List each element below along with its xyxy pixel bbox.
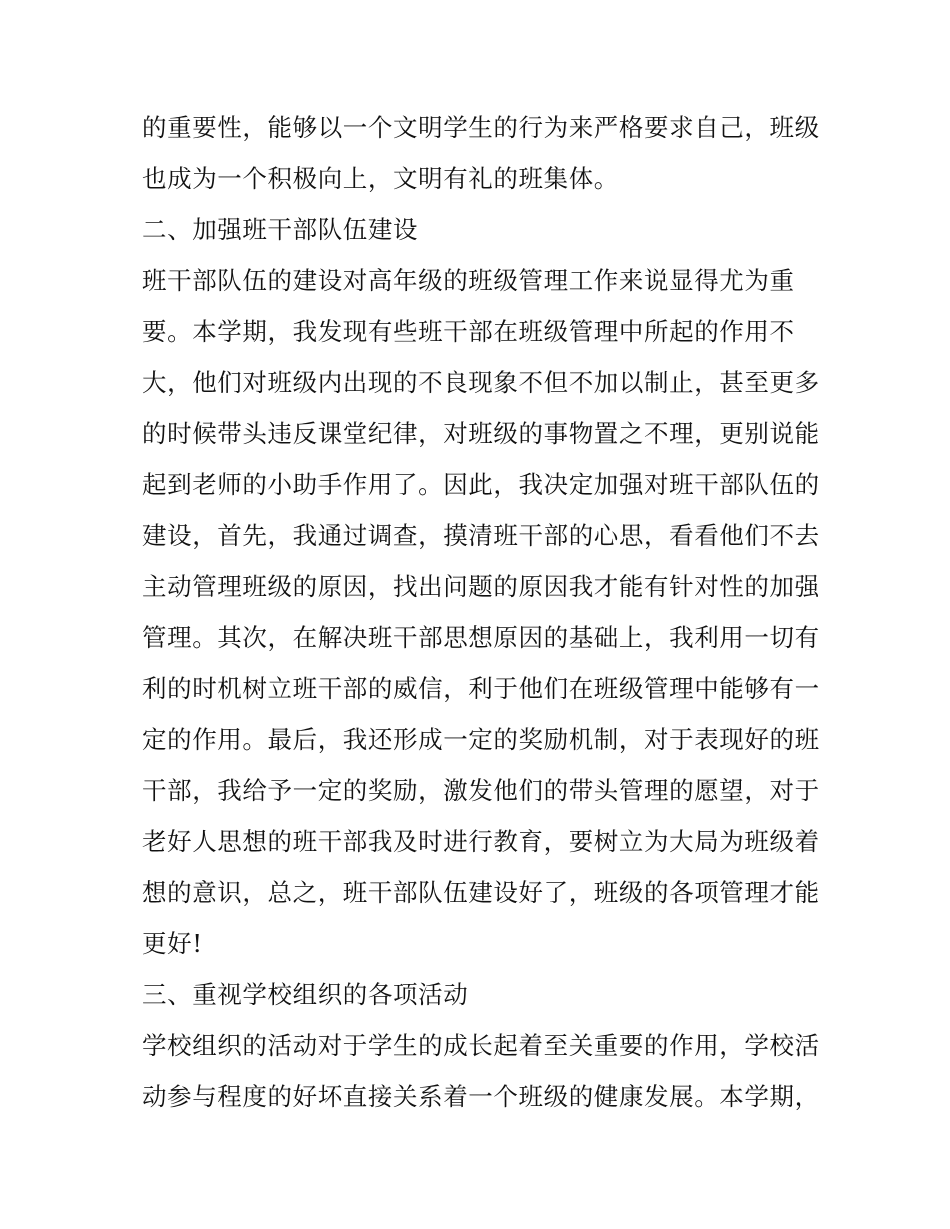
text-line: 管理。其次，在解决班干部思想原因的基础上，我利用一切有 [142,623,820,652]
text-line: 要。本学期，我发现有些班干部在班级管理中所起的作用不 [142,317,795,346]
text-line: 的重要性，能够以一个文明学生的行为来严格要求自己，班级 [142,113,820,142]
text-line: 大，他们对班级内出现的不良现象不但不加以制止，甚至更多 [142,368,820,397]
text-line: 动参与程度的好坏直接关系着一个班级的健康发展。本学期， [142,1082,820,1111]
text-line: 利的时机树立班干部的威信，利于他们在班级管理中能够有一 [142,674,820,703]
document-body [142,102,822,1122]
text-line: 学校组织的活动对于学生的成长起着至关重要的作用，学校活 [142,1031,820,1060]
text-line: 建设，首先，我通过调查，摸清班干部的心思，看看他们不去 [142,521,820,550]
text-line: 更好! [142,929,203,958]
text-line: 主动管理班级的原因，找出问题的原因我才能有针对性的加强 [142,572,820,601]
section-heading-3: 三、重视学校组织的各项活动 [142,980,469,1009]
text-line: 也成为一个积极向上，文明有礼的班集体。 [142,164,619,193]
text-line: 想的意识，总之，班干部队伍建设好了，班级的各项管理才能 [142,878,820,907]
text-line: 的时候带头违反课堂纪律，对班级的事物置之不理，更别说能 [142,419,820,448]
text-line: 干部，我给予一定的奖励，激发他们的带头管理的愿望，对于 [142,776,820,805]
text-line: 老好人思想的班干部我及时进行教育，要树立为大局为班级着 [142,827,820,856]
text-line: 定的作用。最后，我还形成一定的奖励机制，对于表现好的班 [142,725,820,754]
text-line: 班干部队伍的建设对高年级的班级管理工作来说显得尤为重 [142,266,795,295]
section-heading-2: 二、加强班干部队伍建设 [142,215,419,244]
text-line: 起到老师的小助手作用了。因此，我决定加强对班干部队伍的 [142,470,820,499]
